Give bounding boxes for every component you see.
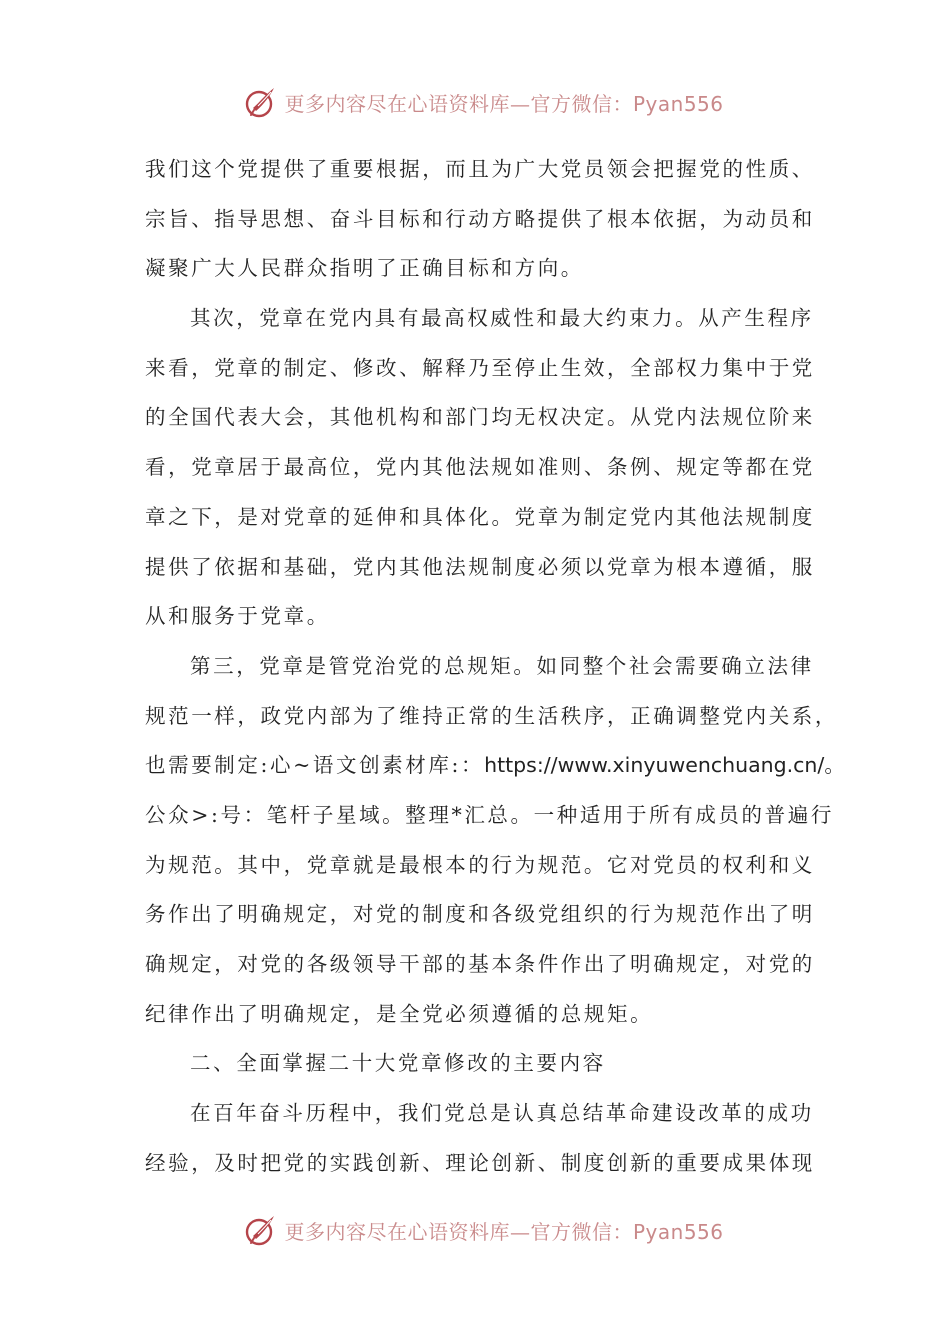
- text-line-content: 章之下，是对党章的延伸和具体化。党章为制定党内其他法规制度: [145, 504, 815, 529]
- text-line: [145, 443, 815, 493]
- text-line-content: 二、全面掌握二十大党章修改的主要内容: [190, 1051, 606, 1076]
- text-line: [145, 1089, 814, 1139]
- banner-wechat-id: Pyan556: [632, 1219, 724, 1244]
- text-line-content: 凝聚广大人民群众指明了正确目标和方向。: [145, 256, 584, 281]
- text-line: [145, 344, 815, 394]
- text-line-content: 从和服务于党章。: [145, 604, 330, 629]
- text-line: [145, 493, 815, 543]
- text-line: [145, 393, 815, 443]
- text-line: [145, 1139, 815, 1189]
- text-line: [145, 642, 814, 692]
- text-line: [145, 940, 815, 990]
- quill-pen-logo-icon: [244, 84, 280, 120]
- website-url: https://www.xinyuwenchuang.cn/: [484, 753, 825, 778]
- text-line: [145, 990, 810, 1040]
- text-line-content: 我们这个党提供了重要根据，而且为广大党员领会把握党的性质、: [145, 157, 815, 181]
- text-line-content: 第三，党章是管党治党的总规矩。如同整个社会需要确立法律: [190, 653, 814, 678]
- banner-wechat-id: Pyan556: [632, 91, 724, 116]
- text-line-content: 看，党章居于最高位，党内其他法规如准则、条例、规定等都在党: [145, 455, 815, 480]
- text-line-content: 为规范。其中，党章就是最根本的行为规范。它对党员的权利和义: [145, 852, 815, 877]
- banner-title: 更多内容尽在心语资料库—官方微信：: [284, 91, 633, 116]
- text-line-content: 公众>:号：笔杆子星域。整理*汇总。一种适用于所有成员的普遍行: [145, 802, 834, 827]
- text-line: [145, 294, 814, 344]
- text-line: [145, 791, 834, 841]
- text-line: [145, 890, 815, 940]
- text-line-content: 宗旨、指导思想、奋斗目标和行动方略提供了根本依据，为动员和: [145, 206, 815, 231]
- text-line: [145, 592, 810, 642]
- text-line-content: 也需要制定:心~语文创素材库:：: [145, 753, 485, 778]
- header-watermark-banner: [0, 80, 950, 124]
- document-body: [145, 145, 848, 1188]
- text-line-content: 规范一样，政党内部为了维持正常的生活秩序，正确调整党内关系，: [145, 703, 838, 728]
- text-line-content: 的全国代表大会，其他机构和部门均无权决定。从党内法规位阶来: [145, 405, 815, 430]
- banner-text: [284, 1216, 723, 1245]
- footer-watermark-banner: [0, 1208, 950, 1252]
- text-line: [145, 195, 815, 245]
- text-line: [145, 244, 810, 294]
- text-line-content: 在百年奋斗历程中，我们党总是认真总结革命建设改革的成功: [190, 1101, 814, 1126]
- text-line-content: 纪律作出了明确规定，是全党必须遵循的总规矩。: [145, 1001, 654, 1026]
- banner-text: [284, 88, 723, 117]
- text-line-suffix: 。: [824, 753, 848, 778]
- text-line: [145, 1039, 810, 1089]
- text-line-content: 务作出了明确规定，对党的制度和各级党组织的行为规范作出了明: [145, 902, 815, 927]
- text-line: [145, 145, 815, 195]
- quill-pen-logo-icon: [244, 1212, 280, 1248]
- banner-title: 更多内容尽在心语资料库—官方微信：: [284, 1219, 633, 1244]
- text-line-content: 确规定，对党的各级领导干部的基本条件作出了明确规定，对党的: [145, 952, 815, 976]
- text-line: [145, 543, 815, 593]
- text-line-content: 来看，党章的制定、修改、解释乃至停止生效，全部权力集中于党: [145, 355, 815, 380]
- text-line: [145, 692, 838, 742]
- text-line-content: 其次，党章在党内具有最高权威性和最大约束力。从产生程序: [190, 306, 814, 331]
- text-line: [145, 741, 848, 791]
- text-line: [145, 841, 815, 891]
- text-line-content: 提供了依据和基础，党内其他法规制度必须以党章为根本遵循，服: [145, 554, 815, 579]
- text-line-content: 经验，及时把党的实践创新、理论创新、制度创新的重要成果体现: [145, 1150, 815, 1175]
